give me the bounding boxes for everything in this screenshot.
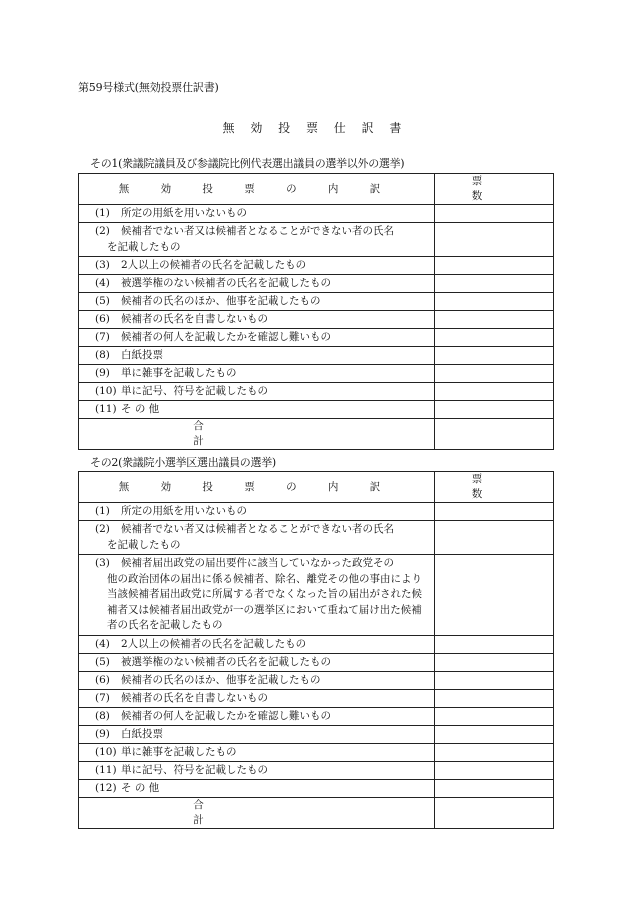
row-description [79,383,435,401]
row-number: (4) [95,637,110,650]
row-number: (7) [95,691,110,704]
row-count-cell[interactable] [435,521,554,555]
row-description [79,275,435,293]
total-count-cell[interactable] [435,797,554,828]
row-text: 候補者の氏名を自書しないもの [121,313,268,325]
row-number: (4) [95,277,110,289]
row-count-cell[interactable] [435,503,554,521]
row-text: 2人以上の候補者の氏名を記載したもの [121,259,307,271]
row-count-cell[interactable] [435,707,554,725]
row-count-cell[interactable] [435,293,554,311]
row-count-cell[interactable] [435,205,554,223]
form-number: 第59号様式(無効投票仕訳書) [78,81,219,94]
table-row [79,205,554,223]
document-title: 無 効 投 票 仕 訳 書 [222,121,408,135]
table-row [79,707,554,725]
row-text: 単に記号、符号を記載したもの [121,385,268,397]
row-count-cell[interactable] [435,635,554,653]
row-description [79,743,435,761]
row-text: 所定の用紙を用いないもの [121,207,247,219]
row-text: 候補者届出政党の届出要件に該当していなかった政党その [121,557,394,569]
table-row [79,223,554,257]
row-count-cell[interactable] [435,555,554,636]
section1-table [78,173,554,450]
section1-header-description: 無 効 投 票 の 内 訳 [79,174,435,205]
row-description [79,329,435,347]
table-row [79,743,554,761]
row-number: (8) [95,709,110,722]
row-count-cell[interactable] [435,761,554,779]
section1-table-body [79,174,554,450]
row-count-cell[interactable] [435,365,554,383]
row-text: 候補者の何人を記載したかを確認し難いもの [121,331,331,343]
row-number: (12) [95,781,117,794]
row-description [79,503,435,521]
row-text: 2人以上の候補者の氏名を記載したもの [121,637,307,650]
section2-header-row [79,472,554,503]
table-row [79,383,554,401]
row-number: (10) [95,385,117,397]
row-description [79,223,435,257]
row-text: 所定の用紙を用いないもの [121,505,247,517]
row-text: 候補者の何人を記載したかを確認し難いもの [121,709,331,722]
row-description [79,311,435,329]
table-row [79,275,554,293]
row-count-cell[interactable] [435,779,554,797]
row-text: 候補者の氏名のほか、他事を記載したもの [121,673,321,686]
row-number: (2) [95,225,110,237]
row-count-cell[interactable] [435,689,554,707]
row-description [79,555,435,636]
table-row [79,635,554,653]
table-row [79,401,554,419]
total-label: 合 計 [79,797,435,828]
table-row [79,329,554,347]
row-text: 候補者の氏名のほか、他事を記載したもの [121,295,321,307]
row-count-cell[interactable] [435,311,554,329]
row-count-cell[interactable] [435,653,554,671]
table-row [79,365,554,383]
row-text: 候補者でない者又は候補者となることができない者の氏名 [121,225,394,237]
section1-title: その1(衆議院議員及び参議院比例代表選出議員の選挙以外の選挙) [90,157,405,170]
section2-table [78,471,554,829]
row-description [79,707,435,725]
section1-header-row [79,174,554,205]
row-text-continued: 他の政治団体の届出に係る候補者、除名、離党その他の事由により当該候補者届出政党に所属する者でなくなった旨の届出がされた候補者又は候補者届出政党が一の選挙区において重ねて届け出た候補者の氏名を記載したもの [107,572,422,631]
row-description [79,365,435,383]
table-row [79,725,554,743]
row-text: 白紙投票 [121,349,163,361]
row-text: そ の 他 [121,781,160,794]
row-number: (9) [95,727,110,740]
row-count-cell[interactable] [435,383,554,401]
row-text: 候補者でない者又は候補者となることができない者の氏名 [121,523,394,535]
row-description [79,205,435,223]
row-count-cell[interactable] [435,223,554,257]
row-count-cell[interactable] [435,743,554,761]
section2-header-count: 票 数 [435,472,554,503]
row-text: 被選挙権のない候補者の氏名を記載したもの [121,277,331,289]
row-description [79,257,435,275]
row-description [79,689,435,707]
row-description [79,635,435,653]
total-row [79,419,554,450]
row-text: 被選挙権のない候補者の氏名を記載したもの [121,655,331,668]
total-label: 合 計 [79,419,435,450]
row-number: (5) [95,655,110,668]
row-text: 単に雑事を記載したもの [121,745,237,758]
table-row [79,761,554,779]
table-row [79,311,554,329]
row-number: (1) [95,505,110,517]
row-description [79,401,435,419]
row-number: (7) [95,331,110,343]
table-row [79,257,554,275]
row-number: (3) [95,557,110,569]
row-count-cell[interactable] [435,725,554,743]
row-count-cell[interactable] [435,401,554,419]
row-number: (9) [95,367,110,379]
table-row [79,671,554,689]
row-text-continued: を記載したもの [107,538,181,551]
row-count-cell[interactable] [435,671,554,689]
row-number: (6) [95,673,110,686]
table-row [79,653,554,671]
row-number: (11) [95,403,117,415]
row-number: (1) [95,207,110,219]
row-number: (11) [95,763,117,776]
row-number: (5) [95,295,110,307]
row-number: (3) [95,259,110,271]
total-count-cell[interactable] [435,419,554,450]
row-count-cell[interactable] [435,329,554,347]
row-number: (6) [95,313,110,325]
section2-title: その2(衆議院小選挙区選出議員の選挙) [90,456,276,469]
section1-header-count: 票 数 [435,174,554,205]
row-number: (2) [95,523,110,535]
table-row [79,555,554,636]
row-description [79,653,435,671]
section2-table-body [79,472,554,829]
row-description [79,347,435,365]
section2-header-description: 無 効 投 票 の 内 訳 [79,472,435,503]
row-number: (10) [95,745,117,758]
row-text: 白紙投票 [121,727,163,740]
row-text-continued: を記載したもの [107,240,181,253]
row-description [79,779,435,797]
table-row [79,347,554,365]
table-row [79,521,554,555]
row-description [79,725,435,743]
table-row [79,779,554,797]
row-count-cell[interactable] [435,275,554,293]
table-row [79,293,554,311]
row-count-cell[interactable] [435,257,554,275]
row-text: そ の 他 [121,403,160,415]
row-description [79,293,435,311]
total-row [79,797,554,828]
table-row [79,689,554,707]
table-row [79,503,554,521]
row-text: 単に記号、符号を記載したもの [121,763,268,776]
row-text: 候補者の氏名を自書しないもの [121,691,268,704]
row-description [79,761,435,779]
row-text: 単に雑事を記載したもの [121,367,237,379]
row-description [79,521,435,555]
row-description [79,671,435,689]
row-number: (8) [95,349,110,361]
row-count-cell[interactable] [435,347,554,365]
